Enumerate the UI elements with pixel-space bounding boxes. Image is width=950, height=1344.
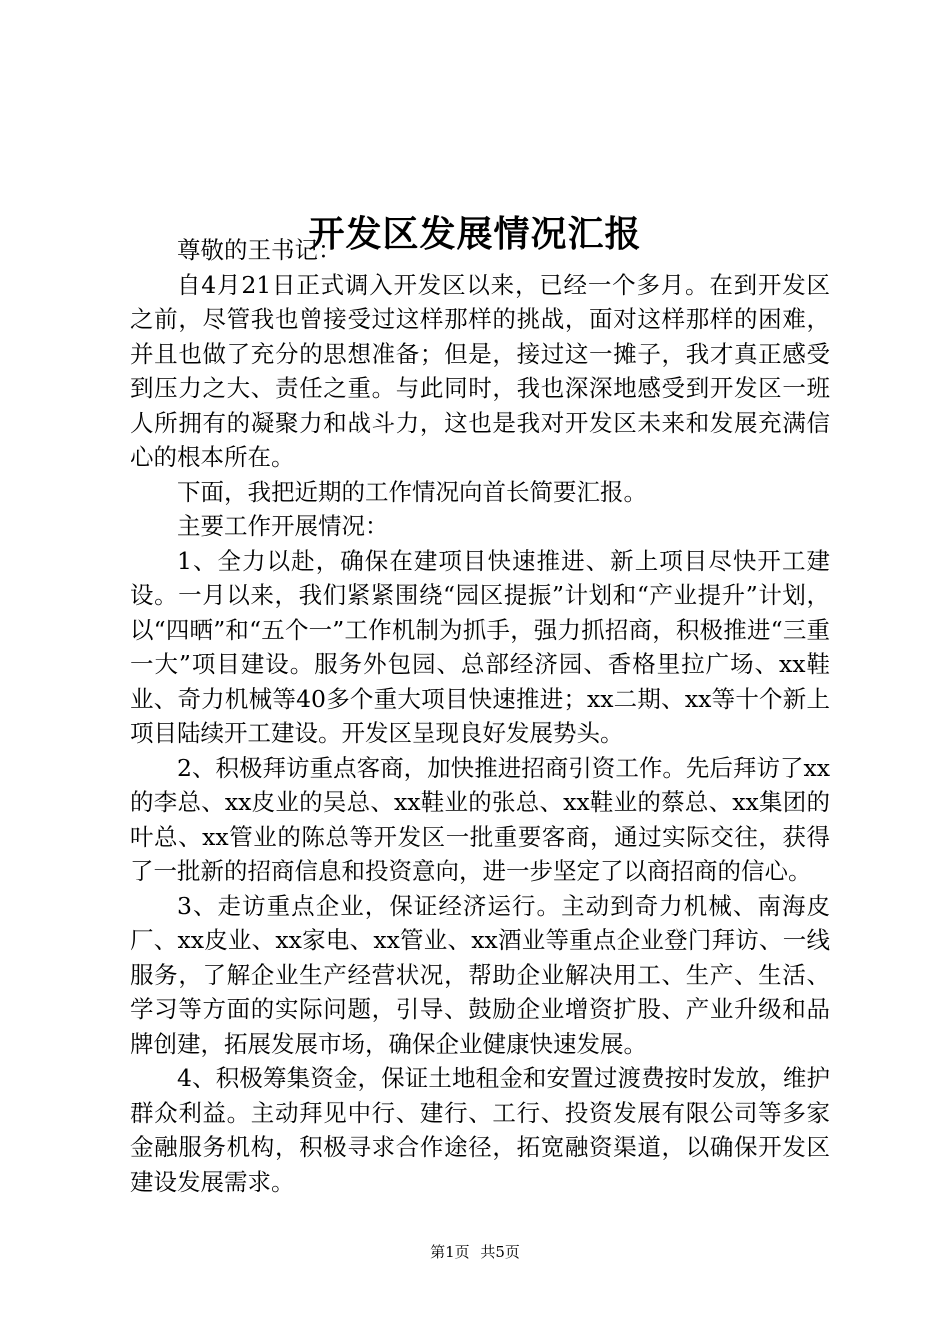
paragraph-report-lead: 下面，我把近期的工作情况向首长简要汇报。 bbox=[177, 477, 647, 506]
paragraph-item-4: 4、积极筹集资金，保证土地租金和安置过渡费按时发放，维护群众利益。主动拜见中行、建行、工行、投资发展有限公司等多家金融服务机构，积极寻求合作途径，拓宽融资渠道，以确保开发区建设发展需求。 bbox=[130, 1064, 830, 1196]
paragraph-section-heading: 主要工作开展情况： bbox=[177, 512, 389, 540]
salutation: 尊敬的王书记： bbox=[177, 236, 342, 264]
page-footer: 第1页 共5页 bbox=[430, 1243, 520, 1261]
paragraph-item-1: 1、全力以赴，确保在建项目快速推进、新上项目尽快开工建设。一月以来，我们紧紧围绕“园区提振”计划和“产业提升”计划，以“四晒”和“五个一”工作机制为抓手，强力抓招商，积极推进“三重一大”项目建设。服务外包园、总部经济园、香格里拉广场、xx鞋业、奇力机械等40多个重大项目快速推进；xx二期、xx等十个新上项目陆续开工建设。开发区呈现良好发展势头。 bbox=[130, 546, 830, 747]
document-title: 开发区发展情况汇报 bbox=[308, 213, 642, 256]
paragraph-item-3: 3、走访重点企业，保证经济运行。主动到奇力机械、南海皮厂、xx皮业、xx家电、xx管业、xx酒业等重点企业登门拜访、一线服务，了解企业生产经营状况，帮助企业解决用工、生产、生活、学习等方面的实际问题，引导、鼓励企业增资扩股、产业升级和品牌创建，拓展发展市场，确保企业健康快速发展。 bbox=[130, 891, 830, 1058]
document-body bbox=[130, 233, 830, 1199]
paragraph-item-2: 2、积极拜访重点客商，加快推进招商引资工作。先后拜访了xx的李总、xx皮业的吴总、xx鞋业的张总、xx鞋业的蔡总、xx集团的叶总、xx管业的陈总等开发区一批重要客商，通过实际交往，获得了一批新的招商信息和投资意向，进一步坚定了以商招商的信心。 bbox=[130, 753, 830, 885]
paragraph-intro: 自4月21日正式调入开发区以来，已经一个多月。在到开发区之前，尽管我也曾接受过这样那样的挑战，面对这样那样的困难，并且也做了充分的思想准备；但是，接过这一摊子，我才真正感受到压力之大、责任之重。与此同时，我也深深地感受到开发区一班人所拥有的凝聚力和战斗力，这也是我对开发区未来和发展充满信心的根本所在。 bbox=[130, 270, 830, 471]
